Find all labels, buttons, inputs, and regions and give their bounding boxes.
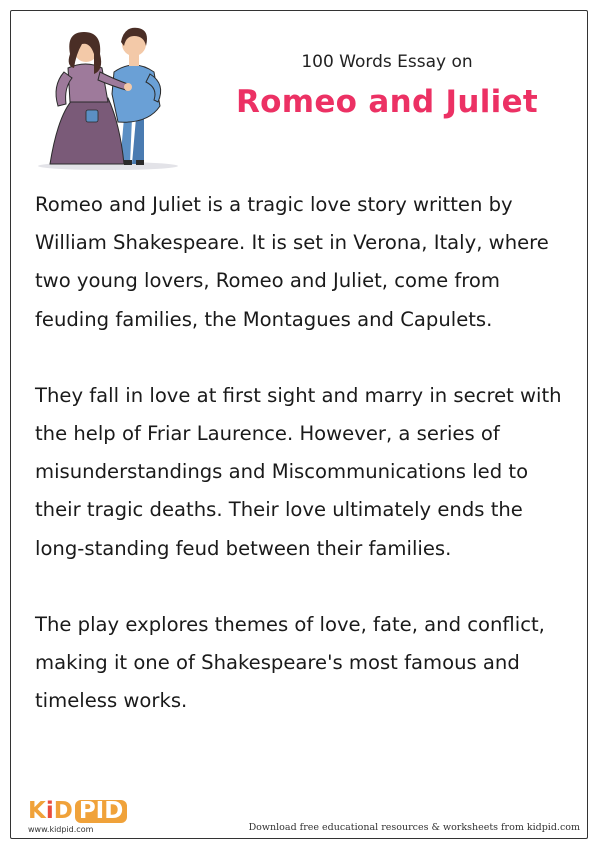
essay-paragraph-3: The play explores themes of love, fate, and conflict, making it one of Shakespeare's most famous and timeless works. [35, 612, 545, 713]
logo-url: www.kidpid.com [28, 825, 94, 834]
essay-body [35, 186, 575, 758]
footer-download-note: Download free educational resources & worksheets from kidpid.com [248, 822, 580, 833]
essay-paragraph-2: They fall in love at first sight and marry in secret with the help of Friar Laurence. However, a series of misunderstandings and Miscommunications led to their tragic deaths. Their love ultimately ends the long-standing feud between their families. [35, 383, 562, 560]
logo-pid-badge: PID [75, 800, 128, 823]
kidpid-logo[interactable] [28, 800, 127, 834]
essay-paragraph-1: Romeo and Juliet is a tragic love story written by William Shakespeare. It is set in Verona, Italy, where two young lovers, Romeo and Juliet, come from feuding families, the Montagues and Capulets. [35, 193, 549, 331]
romeo-juliet-illustration [28, 14, 188, 172]
logo-letter-k: K [28, 798, 46, 824]
kidpid-wordmark [28, 800, 127, 823]
logo-letter-d: D [53, 798, 73, 824]
essay-subtitle: 100 Words Essay on [301, 52, 473, 72]
logo-letter-i: i [45, 798, 54, 824]
essay-title: Romeo and Juliet [235, 84, 539, 120]
